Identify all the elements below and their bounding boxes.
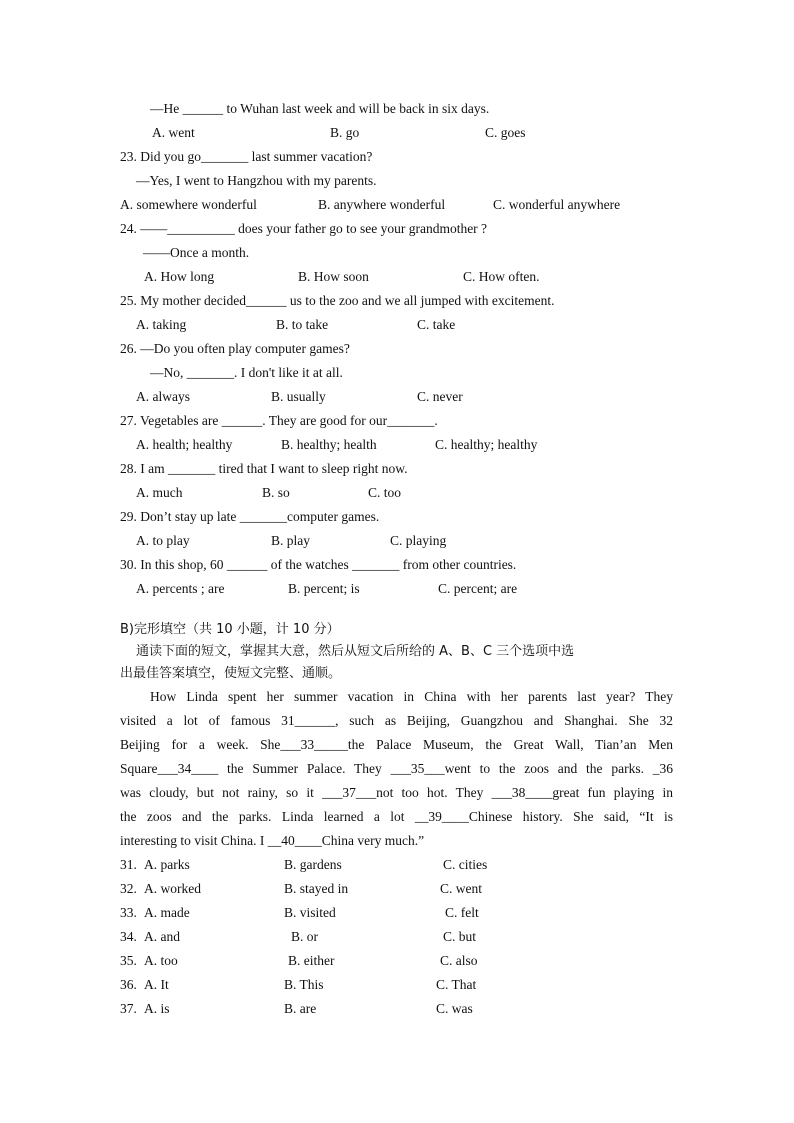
q23-option-c[interactable]: C. wonderful anywhere (493, 197, 621, 212)
q24-option-a[interactable]: A. How long (144, 269, 215, 284)
q26-answer-line: —No, _______. I don't like it at all. (150, 365, 343, 380)
cloze-option-b[interactable]: B. or (291, 929, 318, 944)
passage-line: How Linda spent her summer vacation in China with her parents last year? They (150, 689, 673, 704)
q27-stem: 27. Vegetables are ______. They are good for our_______. (120, 413, 438, 428)
q24-option-b[interactable]: B. How soon (298, 269, 369, 284)
cloze-option-c[interactable]: C. That (436, 977, 477, 992)
passage-line: was cloudy, but not rainy, so it ___37___not too hot. They ___38____great fun playing in (120, 785, 673, 800)
q24-option-c[interactable]: C. How often. (463, 269, 540, 284)
passage-line: visited a lot of famous 31______, such as Beijing, Guangzhou and Shanghai. She 32 (120, 713, 673, 728)
cloze-number: 36. (120, 977, 137, 992)
q25-stem: 25. My mother decided______ us to the zoo and we all jumped with excitement. (120, 293, 555, 308)
q22-line: —He ______ to Wuhan last week and will be back in six days. (150, 101, 490, 116)
q25-option-c[interactable]: C. take (417, 317, 456, 332)
cloze-option-c[interactable]: C. went (440, 881, 482, 896)
q23-stem: 23. Did you go_______ last summer vacation? (120, 149, 373, 164)
cloze-option-b[interactable]: B. This (284, 977, 324, 992)
q27-option-a[interactable]: A. health; healthy (136, 437, 233, 452)
q27-option-b[interactable]: B. healthy; health (281, 437, 377, 452)
cloze-option-a[interactable]: A. It (144, 977, 169, 992)
q23-answer-line: —Yes, I went to Hangzhou with my parents. (136, 173, 377, 188)
cloze-option-a[interactable]: A. worked (144, 881, 201, 896)
passage-line: Square___34____ the Summer Palace. They ___35___went to the zoos and the parks. _36 (120, 761, 673, 776)
q29-stem: 29. Don’t stay up late _______computer games. (120, 509, 380, 524)
q26-option-c[interactable]: C. never (417, 389, 463, 404)
cloze-number: 34. (120, 929, 137, 944)
passage-line-last: interesting to visit China. I __40____China very much.” (120, 833, 425, 848)
q27-option-c[interactable]: C. healthy; healthy (435, 437, 538, 452)
cloze-option-b[interactable]: B. are (284, 1001, 317, 1016)
q22-option-c[interactable]: C. goes (485, 125, 526, 140)
cloze-option-a[interactable]: A. too (144, 953, 178, 968)
cloze-option-a[interactable]: A. is (144, 1001, 170, 1016)
cloze-option-a[interactable]: A. and (144, 929, 180, 944)
q30-option-c[interactable]: C. percent; are (438, 581, 518, 596)
cloze-option-c[interactable]: C. also (440, 953, 478, 968)
q23-option-a[interactable]: A. somewhere wonderful (120, 197, 257, 212)
cloze-option-c[interactable]: C. felt (445, 905, 479, 920)
q25-option-b[interactable]: B. to take (276, 317, 329, 332)
cloze-option-c[interactable]: C. but (443, 929, 477, 944)
cloze-option-b[interactable]: B. visited (284, 905, 336, 920)
q30-stem: 30. In this shop, 60 ______ of the watches _______ from other countries. (120, 557, 517, 572)
q30-option-b[interactable]: B. percent; is (288, 581, 360, 596)
q28-option-c[interactable]: C. too (368, 485, 402, 500)
section-b-instruction-2: 出最佳答案填空，使短文完整、通顺。 (120, 666, 342, 681)
q23-option-b[interactable]: B. anywhere wonderful (318, 197, 446, 212)
q24-stem: 24. ——__________ does your father go to see your grandmother ? (120, 221, 488, 236)
cloze-option-a[interactable]: A. made (144, 905, 190, 920)
cloze-option-b[interactable]: B. gardens (284, 857, 342, 872)
cloze-number: 32. (120, 881, 137, 896)
section-b-instruction-1: 通读下面的短文，掌握其大意，然后从短文后所给的 A、B、C 三个选项中选 (136, 644, 575, 659)
q29-option-a[interactable]: A. to play (136, 533, 190, 548)
q28-option-b[interactable]: B. so (262, 485, 290, 500)
cloze-option-a[interactable]: A. parks (144, 857, 190, 872)
q29-option-c[interactable]: C. playing (390, 533, 447, 548)
q22-option-b[interactable]: B. go (330, 125, 360, 140)
q26-option-b[interactable]: B. usually (271, 389, 326, 404)
cloze-option-c[interactable]: C. was (436, 1001, 473, 1016)
cloze-number: 31. (120, 857, 137, 872)
q28-option-a[interactable]: A. much (136, 485, 183, 500)
passage-line: the zoos and the parks. Linda learned a lot __39____Chinese history. She said, “It is (120, 809, 673, 824)
section-b-title: B)完形填空（共 10 小题，计 10 分） (120, 622, 340, 637)
q29-option-b[interactable]: B. play (271, 533, 310, 548)
cloze-number: 35. (120, 953, 137, 968)
q26-stem: 26. —Do you often play computer games? (120, 341, 350, 356)
q22-option-a[interactable]: A. went (152, 125, 195, 140)
q28-stem: 28. I am _______ tired that I want to sleep right now. (120, 461, 408, 476)
cloze-option-b[interactable]: B. either (288, 953, 335, 968)
passage-line: Beijing for a week. She___33_____the Palace Museum, the Great Wall, Tian’an Men (120, 737, 673, 752)
q26-option-a[interactable]: A. always (136, 389, 190, 404)
q25-option-a[interactable]: A. taking (136, 317, 187, 332)
q24-answer-line: ——Once a month. (143, 245, 250, 260)
q30-option-a[interactable]: A. percents ; are (136, 581, 225, 596)
cloze-number: 33. (120, 905, 137, 920)
cloze-option-b[interactable]: B. stayed in (284, 881, 349, 896)
cloze-number: 37. (120, 1001, 137, 1016)
cloze-option-c[interactable]: C. cities (443, 857, 488, 872)
